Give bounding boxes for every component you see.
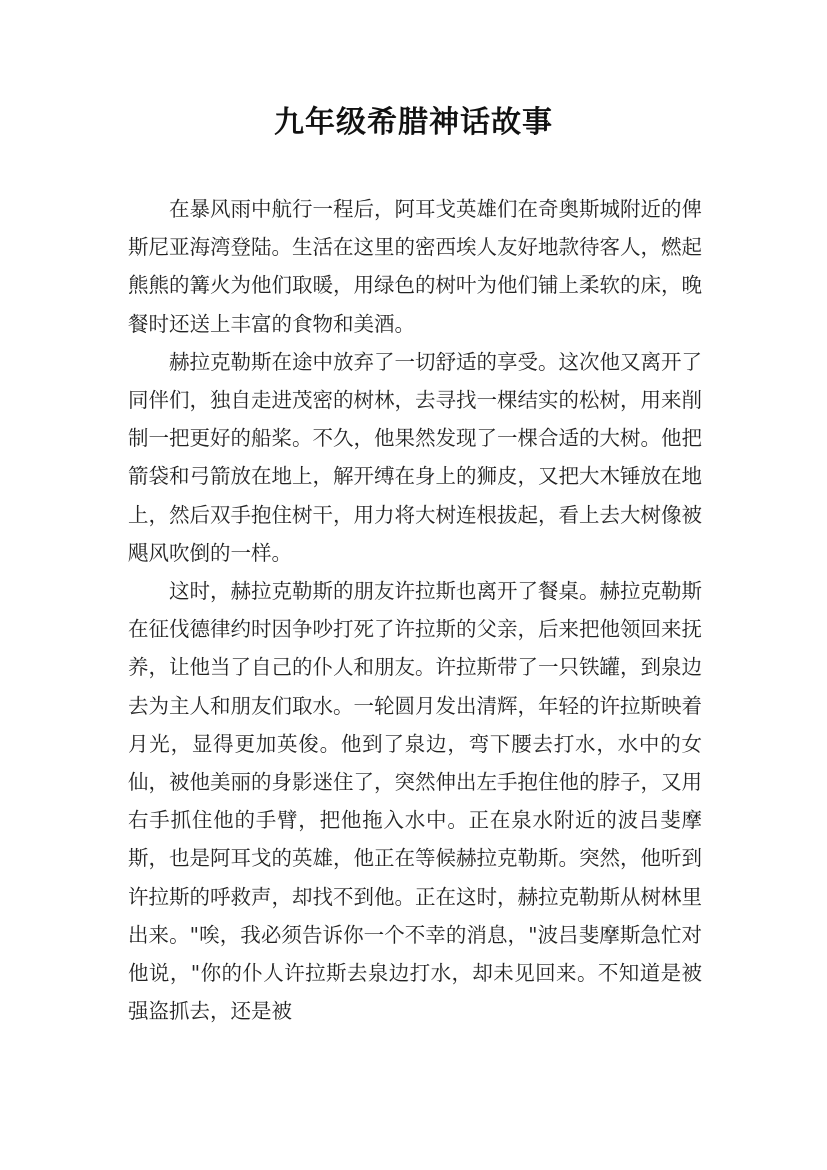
paragraph-3: 这时，赫拉克勒斯的朋友许拉斯也离开了餐桌。赫拉克勒斯在征伐德律约时因争吵打死了许拉斯的父亲，后来把他领回来抚养，让他当了自己的仆人和朋友。许拉斯带了一只铁罐，到泉边去为主人和朋友们取水。一轮圆月发出清辉，年轻的许拉斯映着月光，显得更加英俊。他到了泉边，弯下腰去打水，水中的女仙，被他美丽的身影迷住了，突然伸出左手抱住他的脖子，又用右手抓住他的手臂，把他拖入水中。正在泉水附近的波吕斐摩斯，也是阿耳戈的英雄，他正在等候赫拉克勒斯。突然，他听到许拉斯的呼救声，却找不到他。正在这时，赫拉克勒斯从树林里出来。"唉，我必须告诉你一个不幸的消息，"波吕斐摩斯急忙对他说，"你的仆人许拉斯去泉边打水，却未见回来。不知道是被强盗抓去，还是被	[128, 579, 702, 1024]
document-title: 九年级希腊神话故事	[274, 105, 553, 140]
paragraph-2: 赫拉克勒斯在途中放弃了一切舒适的享受。这次他又离开了同伴们，独自走进茂密的树林，去寻找一棵结实的松树，用来削制一把更好的船桨。不久，他果然发现了一棵合适的大树。他把箭袋和弓箭放在地上，解开缚在身上的狮皮，又把大木锤放在地上，然后双手抱住树干，用力将大树连根拔起，看上去大树像被飓风吹倒的一样。	[128, 349, 702, 565]
document-body	[128, 190, 702, 1030]
paragraph-1: 在暴风雨中航行一程后，阿耳戈英雄们在奇奥斯城附近的俾斯尼亚海湾登陆。生活在这里的密西埃人友好地款待客人，燃起熊熊的篝火为他们取暖，用绿色的树叶为他们铺上柔软的床，晚餐时还送上丰富的食物和美酒。	[128, 197, 702, 336]
